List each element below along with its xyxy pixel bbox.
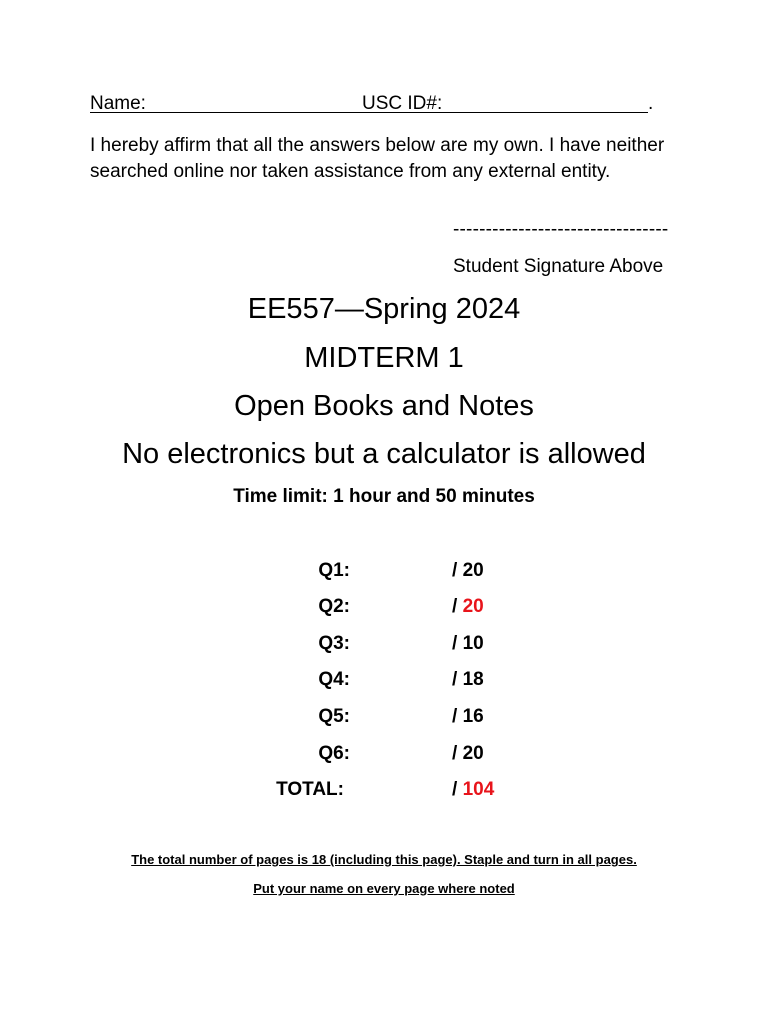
score-prefix: / [452,779,463,800]
usc-id-label: USC ID#: [362,93,443,114]
question-score [452,630,484,658]
question-label: Q1: [318,560,350,581]
electronics-policy: No electronics but a calculator is allowed [122,438,646,470]
score-prefix: / [452,596,463,617]
score-table [0,557,768,817]
question-score [452,593,484,621]
line-end-mark: . [648,93,654,114]
signature-line: --------------------------------- [453,219,669,240]
score-prefix: / [452,560,463,581]
score-row-q3 [0,630,768,658]
time-limit: Time limit: 1 hour and 50 minutes [233,486,535,507]
score-row-q6 [0,740,768,768]
score-row-q2 [0,593,768,621]
total-label: TOTAL: [276,779,344,800]
score-points: 20 [462,560,484,581]
affirmation-statement: I hereby affirm that all the answers below are my own. I have neither searched online nor taken assistance from any external entity. [90,135,665,182]
score-prefix: / [452,706,463,727]
name-label: Name: [90,93,146,114]
question-score [452,740,484,768]
page-count-note: The total number of pages is 18 (including this page). Staple and turn in all pages. [131,852,637,867]
score-prefix: / [452,743,463,764]
question-score [452,557,484,585]
question-label: Q5: [318,706,350,727]
score-prefix: / [452,669,463,690]
question-label: Q4: [318,669,350,690]
question-score [452,703,484,731]
score-prefix: / [452,633,463,654]
score-points: 16 [462,706,484,727]
score-row-q1 [0,557,768,585]
exam-title: MIDTERM 1 [304,342,464,374]
score-points: 104 [462,779,495,800]
question-score [452,666,484,694]
score-row-q4 [0,666,768,694]
name-every-page-note: Put your name on every page where noted [253,881,515,896]
score-points: 20 [462,596,484,617]
score-row-q5 [0,703,768,731]
total-score [452,776,494,804]
score-points: 20 [462,743,484,764]
score-row-total [0,776,768,804]
question-label: Q2: [318,596,350,617]
name-id-line [90,92,656,118]
signature-label: Student Signature Above [453,256,664,277]
question-label: Q6: [318,743,350,764]
score-points: 18 [462,669,484,690]
course-title: EE557—Spring 2024 [247,293,521,325]
score-points: 10 [462,633,484,654]
books-policy: Open Books and Notes [234,390,534,422]
question-label: Q3: [318,633,350,654]
